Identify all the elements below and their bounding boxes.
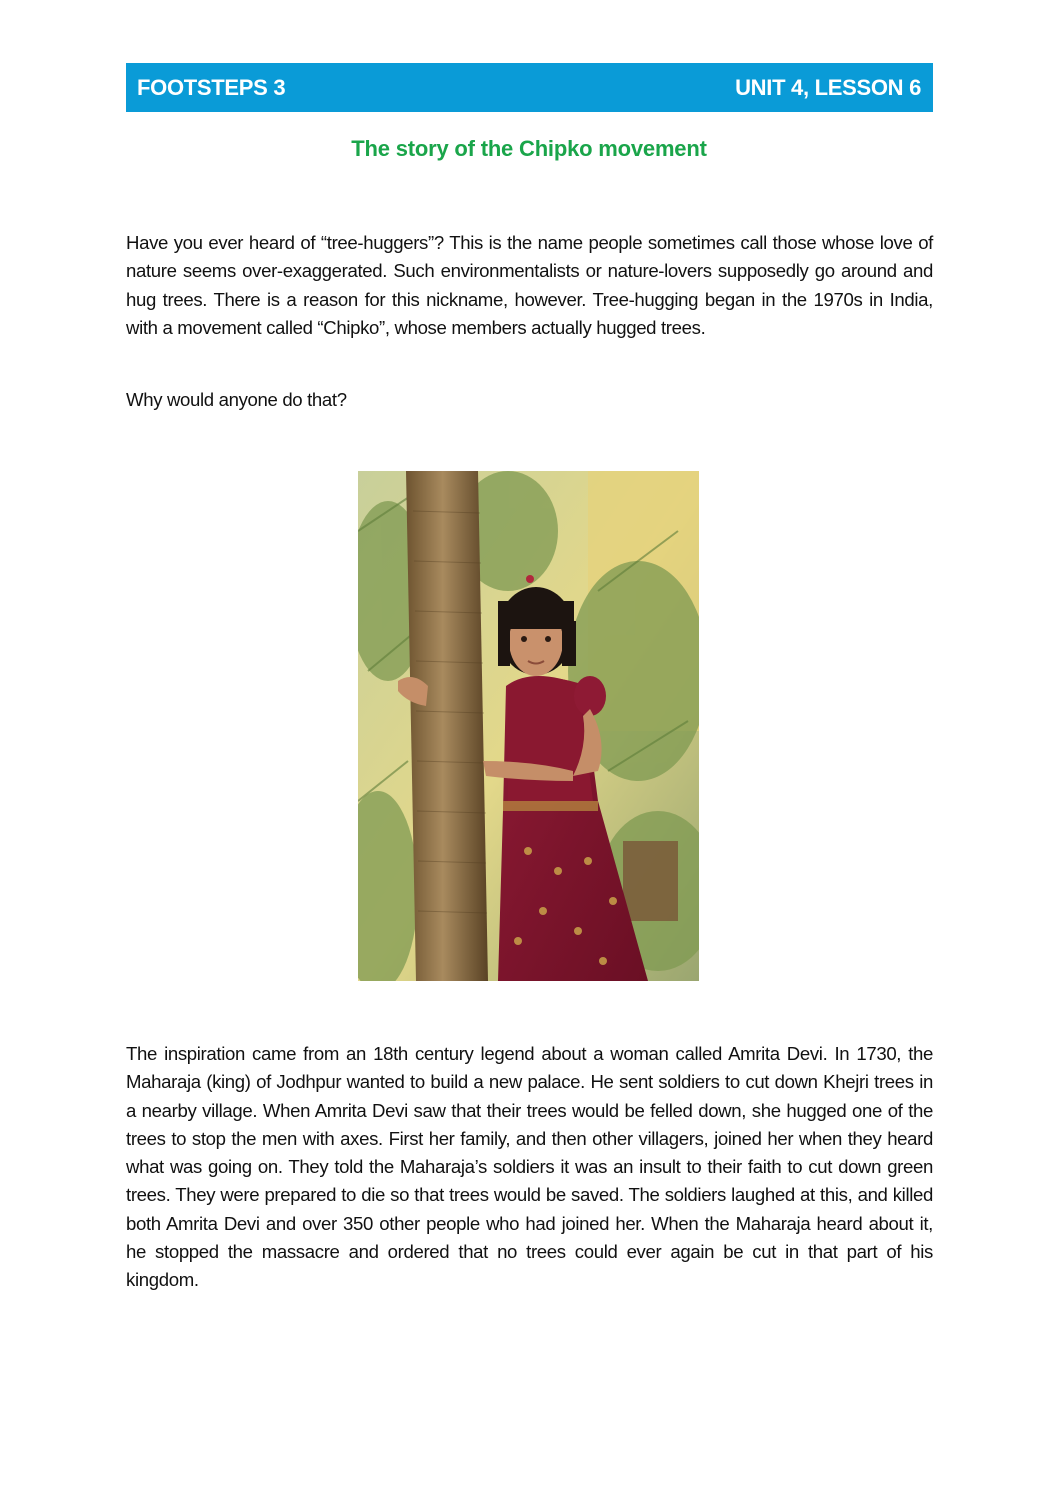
intro-paragraph: Have you ever heard of “tree-huggers”? This is the name people sometimes call those whose love of nature seems over-exaggerated. Such environmentalists or nature-lovers supposedly go around and hug trees. There is a reason for this nickname, however. Tree-hugging began in the 1970s in India, with a movement called “Chipko”, whose members actually hugged trees. (126, 232, 933, 338)
photo-girl-hugging-tree (358, 471, 699, 981)
header-bar (126, 63, 933, 112)
page-title: The story of the Chipko movement (351, 136, 707, 161)
photo-illustration (358, 471, 699, 981)
course-name: FOOTSTEPS 3 (137, 74, 286, 100)
question-paragraph: Why would anyone do that? (126, 389, 347, 410)
legend-paragraph: The inspiration came from an 18th century legend about a woman called Amrita Devi. In 1730, the Maharaja (king) of Jodhpur wanted to build a new palace. He sent soldiers to cut down Khejri trees in a nearby village. When Amrita Devi saw that their trees would be felled down, she hugged one of the trees to stop the men with axes. First her family, and then other villagers, joined her when they heard what was going on. They told the Maharaja’s soldiers it was an insult to their faith to cut down green trees. They were prepared to die so that trees would be saved. The soldiers laughed at this, and killed both Amrita Devi and over 350 other people who had joined her. When the Maharaja heard about it, he stopped the massacre and ordered that no trees could ever again be cut in that part of his kingdom. (126, 1043, 933, 1291)
unit-lesson: UNIT 4, LESSON 6 (735, 74, 921, 100)
